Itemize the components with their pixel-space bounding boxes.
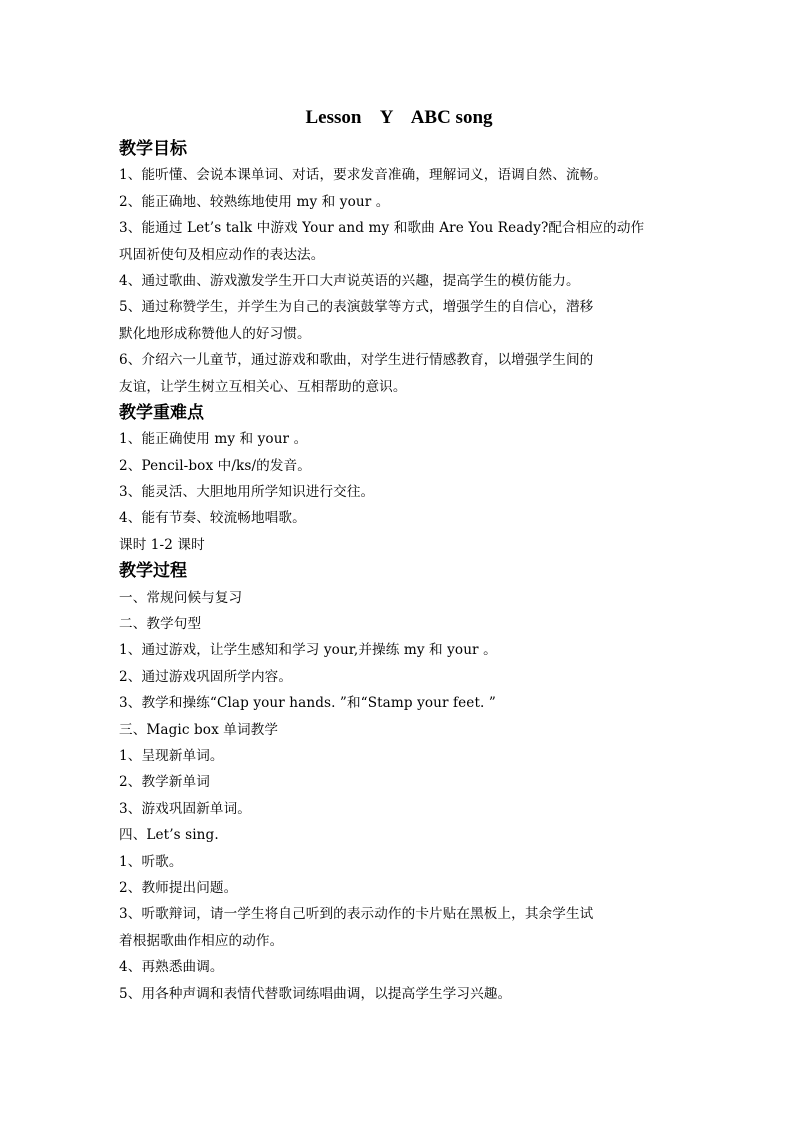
section-key-points — [119, 400, 679, 558]
text-line: 2、教学新单词 — [119, 774, 210, 791]
section-heading: 教学目标 — [119, 139, 187, 159]
text-line: 1、能正确使用 my 和 your 。 — [119, 431, 308, 448]
section-heading: 教学重难点 — [119, 402, 204, 423]
text-line: 四、Let’s sing. — [119, 827, 219, 844]
text-line: 3、游戏巩固新单词。 — [119, 800, 251, 817]
text-line: 2、Pencil-box 中/ks/的发音。 — [119, 457, 311, 474]
text-line: 1、听歌。 — [119, 853, 183, 870]
section-process — [119, 558, 679, 1007]
text-line: 巩固祈使句及相应动作的表达法。 — [119, 246, 325, 263]
text-line: 2、能正确地、较熟练地使用 my 和 your 。 — [119, 193, 390, 210]
lesson-title: Lesson Y ABC song — [305, 107, 493, 128]
text-line: 4、再熟悉曲调。 — [119, 959, 224, 976]
text-line: 1、呈现新单词。 — [119, 747, 224, 764]
text-line: 3、能灵活、大胆地用所学知识进行交往。 — [119, 484, 375, 501]
text-line: 2、教师提出问题。 — [119, 879, 238, 896]
text-line: 2、通过游戏巩固所学内容。 — [119, 668, 293, 685]
text-line: 3、听歌辩词，请一学生将自己听到的表示动作的卡片贴在黑板上，其余学生试 — [119, 906, 594, 923]
text-line: 默化地形成称赞他人的好习惯。 — [119, 325, 311, 342]
text-line: 6、介绍六一儿童节，通过游戏和歌曲，对学生进行情感教育，以增强学生间的 — [119, 352, 594, 369]
text-line: 5、用各种声调和表情代替歌词练唱曲调，以提高学生学习兴趣。 — [119, 985, 512, 1002]
section-objectives — [119, 136, 679, 400]
text-line: 3、能通过 Let’s talk 中游戏 Your and my 和歌曲 Are You Ready?配合相应的动作 — [119, 220, 645, 237]
text-line: 友谊，让学生树立互相关心、互相帮助的意识。 — [119, 378, 407, 395]
text-line: 1、能听懂、会说本课单词、对话，要求发音准确，理解词义，语调自然、流畅。 — [119, 167, 608, 184]
text-line: 5、通过称赞学生，并学生为自己的表演鼓掌等方式，增强学生的自信心，潜移 — [119, 299, 594, 316]
document-page — [119, 104, 679, 1007]
text-line: 三、Magic box 单词教学 — [119, 721, 279, 738]
text-line: 3、教学和操练“Clap your hands. ”和“Stamp your feet. ” — [119, 695, 496, 712]
text-line: 着根据歌曲作相应的动作。 — [119, 932, 284, 949]
text-line: 1、通过游戏，让学生感知和学习 your,并操练 my 和 your 。 — [119, 642, 497, 659]
text-line: 二、教学句型 — [119, 616, 202, 633]
text-line: 4、能有节奏、较流畅地唱歌。 — [119, 510, 306, 527]
section-heading: 教学过程 — [119, 561, 187, 582]
text-line: 4、通过歌曲、游戏激发学生开口大声说英语的兴趣，提高学生的模仿能力。 — [119, 272, 580, 289]
text-line: 课时 1-2 课时 — [119, 536, 205, 553]
text-line: 一、常规问候与复习 — [119, 589, 243, 606]
